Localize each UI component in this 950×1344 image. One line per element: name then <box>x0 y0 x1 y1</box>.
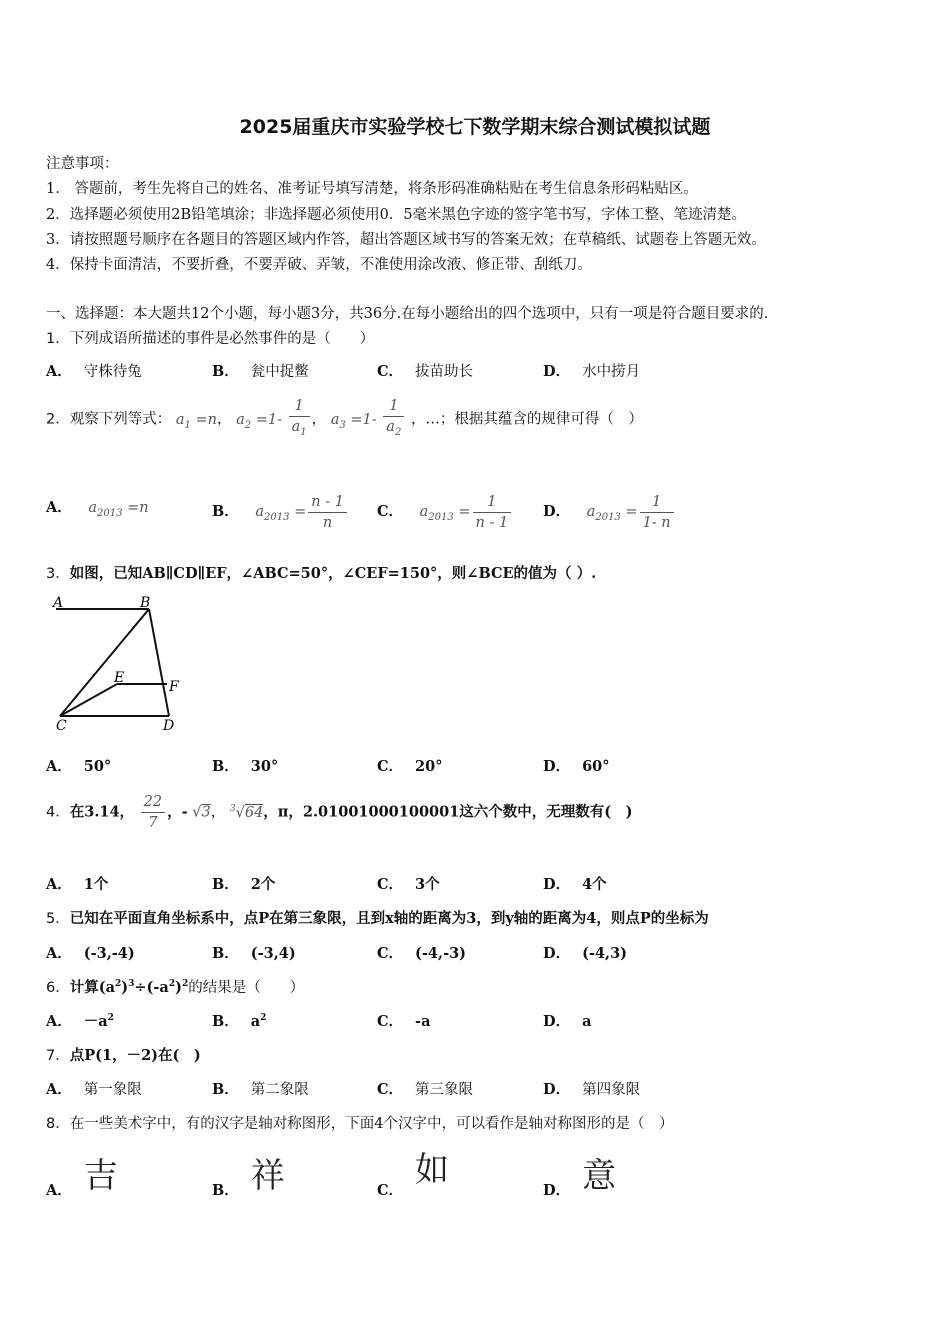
option-label: B． <box>212 758 239 775</box>
label-e: E <box>114 670 125 686</box>
question-number: 2． <box>46 411 70 428</box>
q7-option-c[interactable] <box>377 1078 473 1099</box>
option-label: C． <box>377 876 404 893</box>
option-text: 拔苗助长 <box>415 364 474 380</box>
glyph-ru: 如 <box>415 1150 450 1190</box>
parallel-lines-figure <box>46 594 196 734</box>
option-label: A． <box>46 499 72 516</box>
label-a: A <box>53 595 64 611</box>
question-7 <box>46 1044 201 1065</box>
option-text: 第二象限 <box>250 1082 309 1098</box>
option-label: C． <box>377 758 404 775</box>
option-text: －a <box>83 1013 108 1030</box>
option-label: A． <box>46 1081 72 1098</box>
option-text: 瓮中捉鳖 <box>250 364 309 380</box>
option-label: B． <box>212 876 239 893</box>
question-8 <box>46 1112 673 1133</box>
q5-option-b[interactable] <box>212 942 296 963</box>
q7-option-a[interactable] <box>46 1078 142 1099</box>
q8-option-b[interactable] <box>212 1148 285 1200</box>
q7-option-d[interactable] <box>543 1078 640 1099</box>
question-text: 点P(1，－2)在( ) <box>69 1047 201 1064</box>
option-text: 4个 <box>582 876 607 893</box>
notice-item-2: 2．选择题必须使用2B铅笔填涂；非选择题必须使用0．5毫米黑色字迹的签字笔书写，字体工整、笔迹清楚。 <box>46 207 747 223</box>
q2-option-d[interactable]: D． $a_{2013}$ = $\frac{1}{1- n}$ <box>543 480 676 533</box>
q3-option-b[interactable] <box>212 755 278 776</box>
option-label: A． <box>46 876 72 893</box>
option-text: 第三象限 <box>415 1082 474 1098</box>
line-ce <box>60 684 117 716</box>
question-number: 1． <box>46 331 70 347</box>
question-3 <box>46 562 596 583</box>
option-text: 20° <box>415 758 443 775</box>
option-label: A． <box>46 363 72 380</box>
glyph-ji: 吉 <box>83 1156 118 1196</box>
option-label: A． <box>46 1013 72 1030</box>
q6-option-b[interactable]: B． $a^2$ <box>212 1013 267 1030</box>
option-label: D． <box>543 945 571 962</box>
option-text: 水中捞月 <box>582 364 641 380</box>
label-d: D <box>163 718 175 734</box>
question-4: 4．在3.14， $\frac{22}{7}$ ，- √3， $^3$√64，π，2.01001000100001这六个数中，无理数有( ) <box>46 794 633 831</box>
q4-option-d[interactable] <box>543 873 607 894</box>
option-label: A． <box>46 1182 72 1199</box>
q7-option-b[interactable] <box>212 1078 309 1099</box>
question-text-suffix: ，…；根据其蕴含的规律可得（ ） <box>410 411 643 428</box>
q6-option-d[interactable] <box>543 1010 591 1031</box>
question-text: 如图，已知AB∥CD∥EF，∠ABC=50°，∠CEF=150°，则∠BCE的值为（ ）. <box>69 565 597 582</box>
question-number: 6． <box>46 980 70 996</box>
option-label: A． <box>46 758 72 775</box>
option-text: (-4,3) <box>582 945 628 962</box>
option-label: D． <box>543 363 571 380</box>
question-1 <box>46 327 374 348</box>
option-text: (-3,4) <box>250 945 296 962</box>
option-text: 30° <box>250 758 279 775</box>
q2-option-b[interactable]: B． $a_{2013}$ = $\frac{n - 1}{n}$ <box>212 480 349 533</box>
question-number: 7． <box>46 1048 70 1064</box>
notice-item-4: 4．保持卡面清洁，不要折叠，不要弄破、弄皱，不准使用涂改液、修正带、刮纸刀。 <box>46 257 592 273</box>
question-text: 在3.14， <box>69 803 135 821</box>
option-text: 守株待兔 <box>83 364 142 380</box>
question-text-suffix: ，π，2.01001000100001这六个数中，无理数有( ) <box>263 803 633 821</box>
q4-option-b[interactable] <box>212 873 275 894</box>
option-text: 3个 <box>415 876 440 893</box>
option-label: D． <box>543 876 571 893</box>
option-label: C． <box>377 503 404 520</box>
q5-option-a[interactable] <box>46 942 135 963</box>
option-label: B． <box>212 363 239 380</box>
question-number: 5． <box>46 911 70 927</box>
notice-item-1: 1． 答题前，考生先将自己的姓名、准考证号填写清楚，将条形码准确粘贴在考生信息条形码粘贴区。 <box>46 181 698 197</box>
option-text: 第四象限 <box>582 1082 641 1098</box>
q8-option-a[interactable] <box>46 1148 118 1200</box>
option-text: 60° <box>582 758 610 775</box>
q1-option-a[interactable] <box>46 360 142 381</box>
eq-a2: $a_2 =1-$ $\frac{1}{a_1}$ <box>236 412 312 428</box>
option-text: 2个 <box>250 876 276 893</box>
question-text: 观察下列等式： <box>69 411 172 428</box>
section-heading: 一、选择题：本大题共12个小题，每小题3分，共36分.在每小题给出的四个选项中，只有一项是符合题目要求的. <box>46 306 769 322</box>
q2-option-a[interactable]: A． $a_{2013} =n$ <box>46 499 149 519</box>
question-2: 2．观察下列等式： $a_1 =n$， $a_2 =1-$ $\frac{1}{a_1}$ ， $a_3 =1-$ $\frac{1}{a_2}$ ，…；根据其蕴含的规律可得（ ） <box>46 398 643 438</box>
label-f: F <box>169 679 179 695</box>
glyph-xiang: 祥 <box>250 1156 285 1196</box>
label-b: B <box>140 595 151 611</box>
option-label: D． <box>543 503 571 520</box>
option-label: B． <box>212 945 239 962</box>
option-label: C． <box>377 1013 404 1030</box>
option-label: D． <box>543 1081 571 1098</box>
option-text: (-3,-4) <box>83 945 135 962</box>
q3-option-a[interactable] <box>46 755 111 776</box>
q1-option-b[interactable] <box>212 360 309 381</box>
option-text: 1个 <box>83 876 109 893</box>
q3-option-d[interactable] <box>543 755 610 776</box>
question-number: 3． <box>46 566 70 582</box>
option-label: B． <box>212 1182 239 1199</box>
fraction-22-7: $\frac{22}{7}$ <box>141 792 165 833</box>
option-label: A． <box>46 945 72 962</box>
q6-option-c[interactable] <box>377 1010 430 1031</box>
option-label: C． <box>377 363 404 380</box>
q4-option-a[interactable] <box>46 873 108 894</box>
cbrt-64: $^3$√64 <box>229 803 264 821</box>
option-text: -a <box>415 1013 431 1030</box>
q5-option-d[interactable] <box>543 942 627 963</box>
option-text: (-4,-3) <box>415 945 467 962</box>
question-5 <box>46 907 709 928</box>
page-title: 2025届重庆市实验学校七下数学期末综合测试模拟试题 <box>239 116 711 138</box>
option-label: B． <box>212 503 239 520</box>
option-text: a <box>250 1013 261 1030</box>
question-number: 8． <box>46 1116 70 1132</box>
option-text: a <box>582 1013 592 1030</box>
notice-heading: 注意事项： <box>46 156 119 172</box>
option-label: D． <box>543 758 571 775</box>
q4-option-c[interactable] <box>377 873 440 894</box>
q5-option-c[interactable] <box>377 942 466 963</box>
option-text: 第一象限 <box>83 1082 142 1098</box>
q2-option-c[interactable]: C． $a_{2013}$ = $\frac{1}{n - 1}$ <box>377 480 513 533</box>
sqrt-3: √3 <box>192 804 211 821</box>
label-c: C <box>56 718 67 734</box>
q3-option-c[interactable] <box>377 755 442 776</box>
question-text: 已知在平面直角坐标系中，点P在第三象限，且到x轴的距离为3，到y轴的距离为4，则点P的坐标为 <box>69 910 709 927</box>
option-label: D． <box>543 1182 571 1199</box>
option-label: C． <box>377 945 404 962</box>
q6-option-a[interactable]: A． $-a^2$ <box>46 1013 114 1030</box>
option-label: B． <box>212 1081 239 1098</box>
option-label: C． <box>377 1081 404 1098</box>
question-number: 4． <box>46 804 70 821</box>
option-text: 50° <box>83 758 112 775</box>
option-label: D． <box>543 1013 571 1030</box>
question-6: 6．计算$(a^2)^3\div(-a^2)^2$的结果是（ ） <box>46 979 305 996</box>
option-label: C． <box>377 1182 404 1199</box>
q8-option-d[interactable] <box>543 1148 616 1200</box>
option-label: B． <box>212 1013 239 1030</box>
question-text: 下列成语所描述的事件是必然事件的是（ ） <box>69 331 375 347</box>
q1-option-d[interactable] <box>543 360 640 381</box>
line-bd <box>149 609 169 716</box>
notice-item-3: 3．请按照题号顺序在各题目的答题区域内作答，超出答题区域书写的答案无效；在草稿纸、试题卷上答题无效。 <box>46 232 766 248</box>
q1-option-c[interactable] <box>377 360 473 381</box>
question-text: 在一些美术字中，有的汉字是轴对称图形，下面4个汉字中，可以看作是轴对称图形的是（ ） <box>69 1116 674 1132</box>
eq-a3: $a_3 =1-$ $\frac{1}{a_2}$ <box>331 412 407 428</box>
eq-a1: $a_1 =n$ <box>175 411 217 431</box>
line-bc <box>60 609 149 716</box>
glyph-yi: 意 <box>582 1156 617 1196</box>
q8-option-c[interactable] <box>377 1142 449 1200</box>
